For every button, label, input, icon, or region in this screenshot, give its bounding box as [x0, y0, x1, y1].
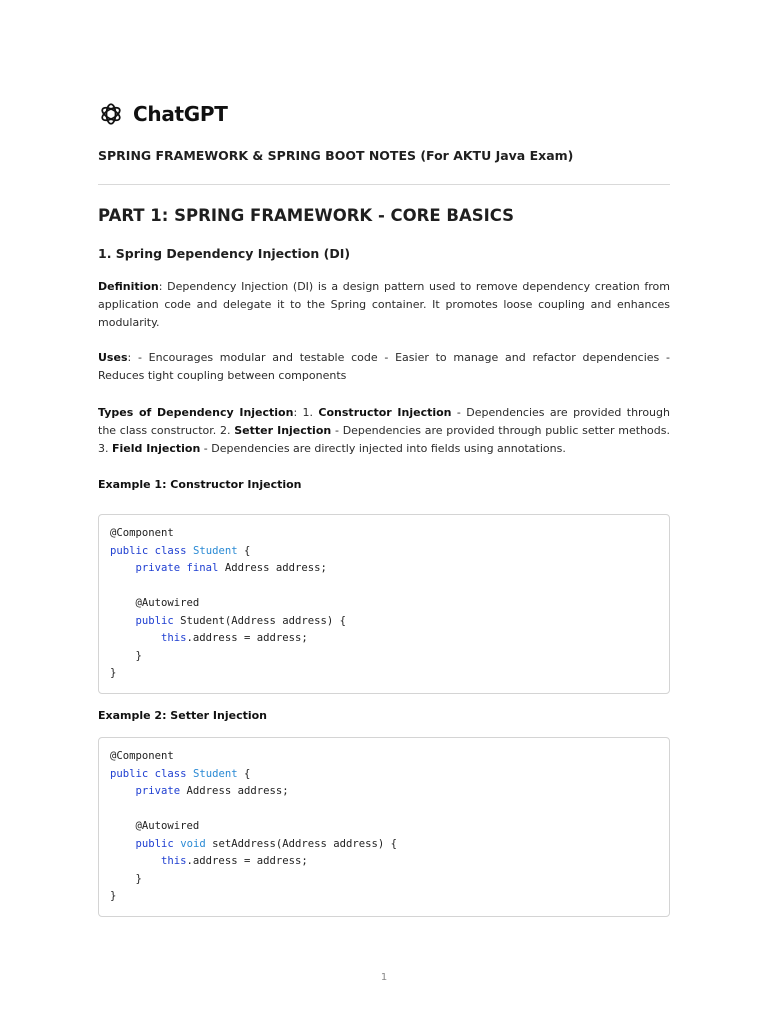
- code-keyword: this: [161, 855, 187, 867]
- brand-name: ChatGPT: [133, 102, 228, 126]
- types-term: Constructor Injection: [318, 406, 452, 419]
- code-keyword: public class: [110, 544, 187, 557]
- code-text: Student(Address address) {: [173, 614, 347, 627]
- types-paragraph: [98, 404, 670, 458]
- code-text: Address address;: [180, 785, 289, 797]
- code-keyword: this: [161, 632, 187, 644]
- code-text: .address = address;: [186, 632, 308, 644]
- types-term: Field Injection: [112, 442, 201, 455]
- code-keyword: public: [135, 614, 174, 627]
- code-text: }: [135, 649, 142, 662]
- types-label: Types of Dependency Injection: [98, 406, 294, 419]
- definition-label: Definition: [98, 280, 159, 293]
- code-annotation: @Autowired: [135, 597, 200, 609]
- code-block-setter: [98, 737, 670, 917]
- code-keyword: private final: [135, 562, 219, 574]
- definition-text: : Dependency Injection (DI) is a design pattern used to remove dependency creation from application code and delegate it to the Spring container. It promotes loose coupling and enhances modularity.: [98, 280, 670, 329]
- code-class-name: Student: [192, 544, 238, 557]
- subsection-heading: 1. Spring Dependency Injection (DI): [98, 246, 351, 261]
- code-text: {: [237, 767, 251, 780]
- uses-label: Uses: [98, 351, 128, 364]
- code-text: }: [110, 890, 117, 902]
- example-1-label: Example 1: Constructor Injection: [98, 478, 302, 491]
- code-keyword: public: [135, 837, 174, 850]
- code-keyword: void: [180, 837, 206, 850]
- code-text: }: [135, 872, 142, 885]
- types-text: : 1.: [293, 406, 319, 419]
- code-text: {: [237, 544, 251, 557]
- types-text: - Dependencies are provided through the class constructor. 2.: [98, 406, 670, 437]
- page-number: 1: [380, 972, 388, 983]
- uses-text: : - Encourages modular and testable code - Easier to manage and refactor dependencies - Reduces tight coupling between components: [98, 351, 670, 382]
- code-annotation: @Component: [110, 750, 174, 762]
- types-text: - Dependencies are directly injected into fields using annotations.: [200, 442, 566, 455]
- types-term: Setter Injection: [234, 424, 332, 437]
- code-keyword: private: [135, 785, 181, 797]
- example-2-label: Example 2: Setter Injection: [98, 709, 268, 722]
- document-title: SPRING FRAMEWORK & SPRING BOOT NOTES (For AKTU Java Exam): [98, 148, 574, 163]
- code-keyword: public class: [110, 767, 187, 780]
- code-annotation: @Autowired: [135, 820, 200, 832]
- code-text: }: [110, 667, 117, 679]
- uses-paragraph: [98, 349, 670, 385]
- divider: [98, 184, 670, 185]
- code-text: Address address;: [218, 562, 327, 574]
- code-annotation: @Component: [110, 527, 174, 539]
- code-text: .address = address;: [186, 855, 308, 867]
- code-class-name: Student: [192, 767, 238, 780]
- code-block-constructor: [98, 514, 670, 694]
- document-page: [98, 98, 670, 902]
- section-heading: PART 1: SPRING FRAMEWORK - CORE BASICS: [98, 206, 515, 225]
- brand-header: [98, 98, 670, 130]
- code-text: setAddress(Address address) {: [205, 837, 398, 850]
- types-text: - Dependencies are provided through public setter methods. 3.: [98, 424, 670, 455]
- definition-paragraph: [98, 278, 670, 332]
- openai-logo-icon: [98, 101, 124, 127]
